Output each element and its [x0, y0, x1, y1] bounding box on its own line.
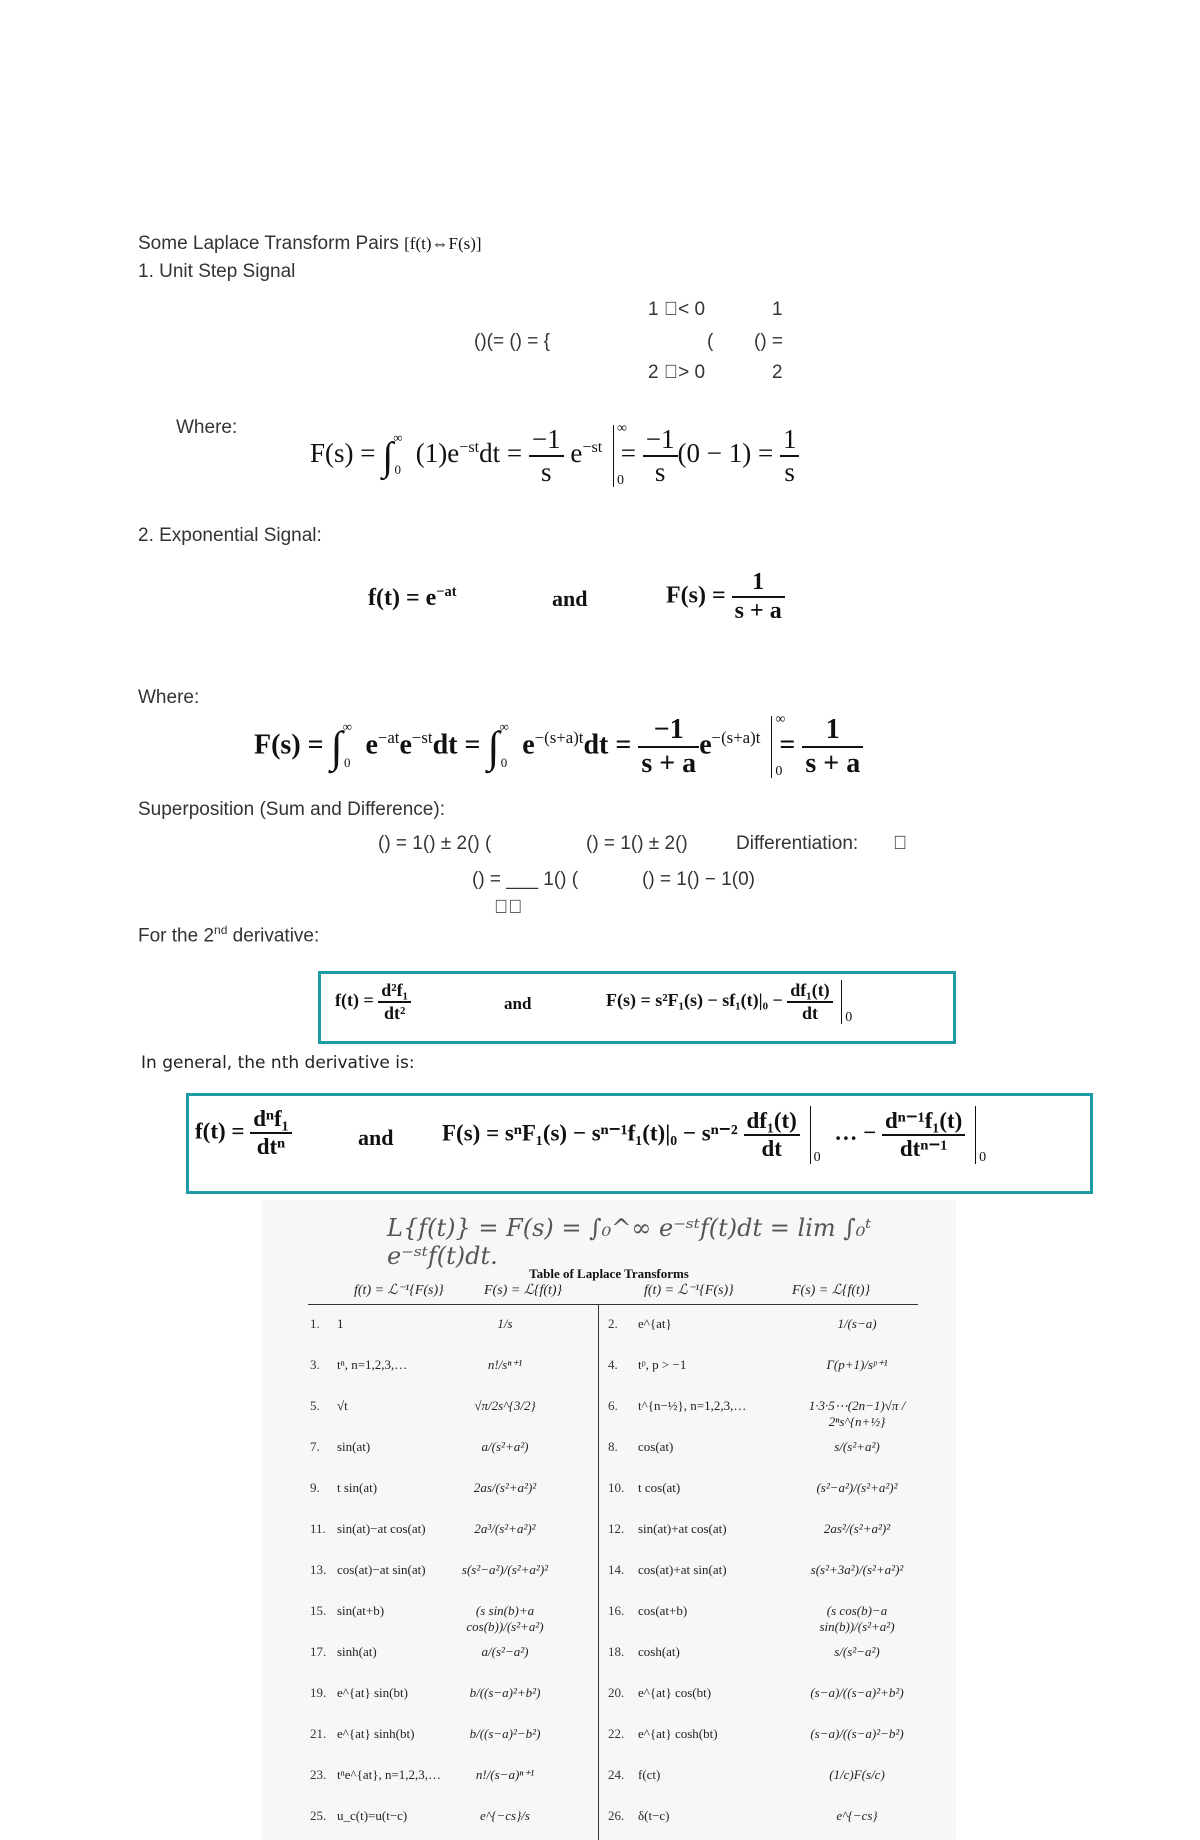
unit-step-right-bottom: 2	[772, 362, 783, 383]
table-cell-F1: 1/s	[497, 1316, 513, 1331]
unit-step-right-top: 1	[772, 299, 783, 320]
table-cell-f2: cos(at+b)	[638, 1603, 688, 1618]
table-cell-n1: 9.	[310, 1480, 320, 1495]
table-cell-f2: e^{at} cosh(bt)	[638, 1726, 718, 1741]
second-derivative-label: For the 2nd derivative:	[138, 923, 320, 947]
scanned-laplace-table	[262, 1200, 956, 1840]
heading-text: Some Laplace Transform Pairs	[138, 233, 399, 254]
table-cell-n2: 14.	[608, 1562, 625, 1577]
table-cell-f2: cosh(at)	[638, 1644, 680, 1659]
second-and: and	[504, 994, 532, 1013]
table-cell-n1: 13.	[310, 1562, 327, 1577]
table-cell-f1: sin(at+b)	[337, 1603, 385, 1618]
differentiation-glyph	[893, 833, 907, 855]
eq1-paren: (0 − 1) =	[677, 438, 774, 469]
exp-equation: $F(s) = \int^\infty_0$ $e^{-at}e^{-st}dt = \int^\infty_0$ $e^{-(s+a)t}dt$ = $\frac{-1}{s + a}$ $e^{-(s+a)t}$ ∞ 0 = $\frac{1}{s + a}$	[254, 714, 863, 780]
table-cell-f1: sinh(at)	[337, 1644, 377, 1659]
table-cell-F2: s/(s²+a²)	[834, 1439, 880, 1454]
table-cell-n2: 10.	[608, 1480, 625, 1495]
table-header-rule	[308, 1304, 918, 1305]
table-cell-F1: n!/(s−a)ⁿ⁺¹	[475, 1767, 535, 1782]
unit-step-right-eq: () =	[754, 331, 784, 352]
nth-fs: F(s) = sⁿF₁(s) − sⁿ⁻¹f₁(t)|₀ − sⁿ⁻² $\frac{\text{df₁(t)}}{dt}$ 0 … − $\frac{\text{dⁿ⁻¹f₁(t)}}{\text{dtⁿ⁻¹}}$ 0	[442, 1108, 987, 1165]
table-cell-f2: cos(at)+at sin(at)	[638, 1562, 727, 1577]
table-cell-F2: (s cos(b)−a sin(b))/(s²+a²)	[819, 1603, 895, 1634]
table-header-4: F(s) = ℒ{f(t)}	[792, 1283, 871, 1298]
table-cell-f2: t^{n−½}, n=1,2,3,…	[638, 1398, 747, 1413]
eq1-frac3: $\frac{1}{s}$	[780, 424, 800, 488]
table-cell-f2: e^{at}	[638, 1316, 672, 1331]
table-cell-n2: 8.	[608, 1439, 618, 1454]
table-cell-F2: 1·3·5⋯(2n−1)√π / 2ⁿs^{n+½}	[808, 1398, 906, 1429]
table-cell-n1: 21.	[310, 1726, 327, 1741]
table-cell-F1: b/((s−a)²+b²)	[469, 1685, 541, 1700]
table-cell-f2: t cos(at)	[638, 1480, 681, 1495]
table-cell-n1: 17.	[310, 1644, 327, 1659]
table-cell-n2: 12.	[608, 1521, 625, 1536]
superposition-label: Superposition (Sum and Difference):	[138, 799, 445, 820]
table-cell-f1: 1	[337, 1316, 344, 1331]
table-cell-f1: sin(at)	[337, 1439, 371, 1454]
second-derivative-box	[318, 971, 956, 1044]
unit-step-piece-bottom: 2 > 0	[648, 362, 691, 383]
table-cell-n1: 23.	[310, 1767, 327, 1782]
table-cell-F2: (s−a)/((s−a)²+b²)	[810, 1685, 904, 1700]
table-cell-f1: t sin(at)	[337, 1480, 378, 1495]
page-heading	[138, 233, 482, 255]
table-cell-F2: s(s²+3a²)/(s²+a²)²	[810, 1562, 904, 1577]
table-cell-F2: (1/c)F(s/c)	[829, 1767, 885, 1782]
table-cell-f1: sin(at)−at cos(at)	[337, 1521, 426, 1536]
unit-step-left-expr: ()(= () = {	[474, 331, 551, 352]
table-cell-F1: 2a³/(s²+a²)²	[474, 1521, 536, 1536]
eq1-equals: =	[620, 438, 637, 469]
table-header-1: f(t) = ℒ⁻¹{F(s)}	[354, 1283, 444, 1298]
eq1-eval-bar: ∞ 0	[613, 425, 614, 487]
unit-step-piece-top: 1 < 0	[648, 299, 691, 320]
exp-ft: $f(t) = e^{-at}$	[368, 584, 457, 611]
exp-fs: F(s) = $\frac{1}{s + a}$	[666, 569, 785, 625]
nth-and: and	[358, 1125, 394, 1150]
table-cell-F2: Γ(p+1)/sᵖ⁺¹	[826, 1357, 888, 1372]
table-cell-F1: (s sin(b)+a cos(b))/(s²+a²)	[466, 1603, 544, 1634]
table-cell-n1: 11.	[310, 1521, 326, 1536]
table-cell-n2: 2.	[608, 1316, 618, 1331]
table-cell-n1: 3.	[310, 1357, 320, 1372]
table-cell-n2: 6.	[608, 1398, 618, 1413]
table-cell-n2: 24.	[608, 1767, 625, 1782]
table-header-3: f(t) = ℒ⁻¹{F(s)}	[644, 1283, 734, 1298]
table-cell-n1: 1.	[310, 1316, 320, 1331]
table-cell-f1: cos(at)−at sin(at)	[337, 1562, 426, 1577]
table-cell-n1: 15.	[310, 1603, 327, 1618]
heading-pair: [f(t)⇔F(s)]	[404, 234, 482, 253]
table-cell-f2: f(ct)	[638, 1767, 661, 1782]
table-cell-F2: 1/(s−a)	[837, 1316, 877, 1331]
table-cell-F1: s(s²−a²)/(s²+a²)²	[461, 1562, 549, 1577]
unit-step-paren: (	[707, 331, 714, 352]
table-cell-f2: δ(t−c)	[638, 1808, 670, 1823]
table-cell-n2: 4.	[608, 1357, 618, 1372]
integral-sign: ∫	[382, 433, 394, 479]
table-cell-F2: 2as²/(s²+a²)²	[823, 1521, 891, 1536]
table-cell-f2: e^{at} cos(bt)	[638, 1685, 712, 1700]
table-cell-F2: (s−a)/((s−a)²−b²)	[810, 1726, 904, 1741]
nth-ft: f(t) = $\frac{\text{dⁿf₁}}{\text{dtⁿ}}$	[195, 1106, 292, 1160]
eq1-int-lower: 0	[394, 462, 401, 478]
eq1-integrand: (1)e	[415, 438, 460, 469]
eq1-exp1: −st	[459, 438, 480, 457]
differentiation-line2: () = ___ 1() (	[472, 869, 579, 890]
table-cell-n2: 20.	[608, 1685, 625, 1700]
table-cell-f1: √t	[337, 1398, 348, 1413]
table-cell-n2: 16.	[608, 1603, 625, 1618]
differentiation-line2b: () = 1() − 1(0)	[642, 869, 755, 890]
table-cell-n1: 7.	[310, 1439, 320, 1454]
table-cell-f2: cos(at)	[638, 1439, 674, 1454]
handwritten-definition: L{f(t)} = F(s) = ∫₀^∞ e⁻ˢᵗf(t)dt = lim ∫₀ᵗ e⁻ˢᵗf(t)dt.	[387, 1214, 872, 1270]
table-center-rule	[598, 1305, 599, 1840]
unit-step-where: Where:	[176, 417, 238, 438]
table-cell-f2: tᵖ, p > −1	[638, 1357, 687, 1372]
differentiation-label: Differentiation:	[736, 833, 859, 854]
exp-where: Where:	[138, 687, 200, 708]
eq1-dt: dt =	[479, 438, 523, 469]
table-cell-f1: e^{at} sinh(bt)	[337, 1726, 415, 1741]
table-cell-n1: 25.	[310, 1808, 327, 1823]
table-cell-F1: 2as/(s²+a²)²	[473, 1480, 537, 1495]
table-header-2: F(s) = ℒ{f(t)}	[484, 1283, 563, 1298]
table-cell-n2: 22.	[608, 1726, 625, 1741]
superposition-line1: () = 1() ± 2() (	[378, 833, 492, 854]
table-cell-F1: a/(s²−a²)	[481, 1644, 529, 1659]
table-cell-n1: 5.	[310, 1398, 320, 1413]
table-cell-F1: b/((s−a)²−b²)	[469, 1726, 541, 1741]
table-cell-n2: 26.	[608, 1808, 625, 1823]
unit-step-equation: $F(s) = \int^\infty_0$ $(1)e^{-st}dt$ = $\frac{-1}{s}$ $e^{-st}$ ∞ 0 = $\frac{-1}{s}$ (0 − 1) = $\frac{1}{s}$	[310, 424, 799, 488]
table-cell-f2: sin(at)+at cos(at)	[638, 1521, 727, 1536]
superposition-line1b: () = 1() ± 2()	[586, 833, 688, 854]
exp-and: and	[552, 586, 588, 611]
differentiation-line3	[494, 897, 523, 919]
nth-derivative-label: In general, the nth derivative is:	[141, 1053, 415, 1073]
table-cell-F2: e^{−cs}	[836, 1808, 878, 1823]
eq1-frac1: $\frac{-1}{s}$	[529, 424, 564, 488]
table-cell-n2: 18.	[608, 1644, 625, 1659]
table-cell-F1: √π/2s^{3/2}	[474, 1398, 536, 1413]
eq1-int-upper: ∞	[393, 430, 403, 446]
nth-derivative-box	[186, 1093, 1093, 1194]
table-cell-n1: 19.	[310, 1685, 327, 1700]
eq1-exp2: −st	[582, 438, 603, 457]
table-cell-F1: e^{−cs}/s	[480, 1808, 530, 1823]
table-cell-f1: tⁿ, n=1,2,3,…	[337, 1357, 408, 1372]
second-ft: f(t) = $\frac{\text{d²f₁}}{\text{dt²}}$	[335, 980, 411, 1024]
eq1-frac2: $\frac{-1}{s}$	[643, 424, 678, 488]
table-cell-F2: s/(s²−a²)	[834, 1644, 880, 1659]
table-cell-f1: u_c(t)=u(t−c)	[337, 1808, 408, 1823]
table-cell-F1: n!/sⁿ⁺¹	[487, 1357, 523, 1372]
table-title: Table of Laplace Transforms	[529, 1266, 689, 1281]
table-cell-F1: a/(s²+a²)	[481, 1439, 529, 1454]
table-cell-f1: tⁿe^{at}, n=1,2,3,…	[337, 1767, 442, 1782]
table-cell-f1: e^{at} sin(bt)	[337, 1685, 408, 1700]
second-fs: F(s) = s²F₁(s) − sf₁(t)|₀ − $\frac{\text{df₁(t)}}{dt}$ 0	[606, 980, 853, 1025]
section-exponential-label: 2. Exponential Signal:	[138, 525, 322, 546]
section-unit-step-label: 1. Unit Step Signal	[138, 261, 296, 282]
table-cell-F2: (s²−a²)/(s²+a²)²	[816, 1480, 898, 1495]
eq1-lhs: F(s) =	[310, 438, 376, 469]
